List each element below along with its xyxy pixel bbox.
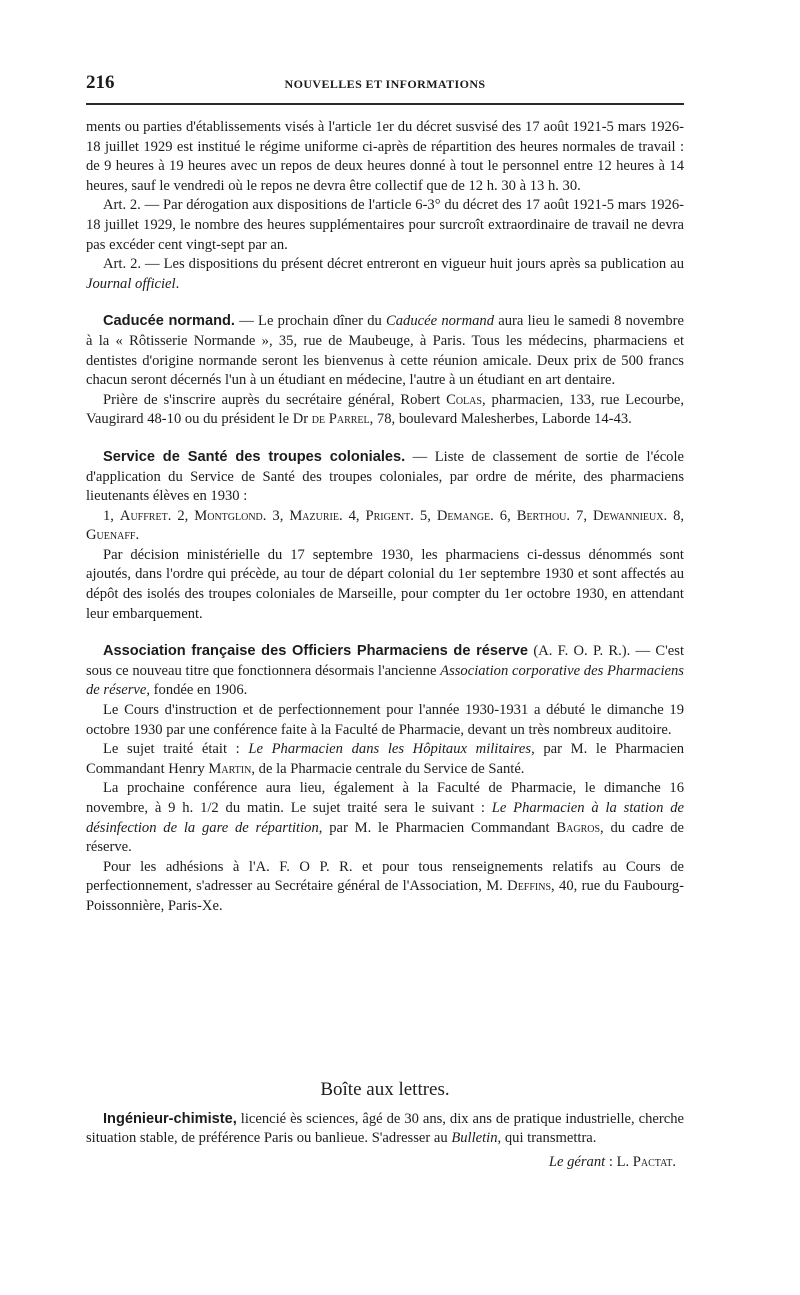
rank-1: 1,: [103, 507, 120, 524]
caducee-name: Caducée normand: [386, 313, 495, 330]
name-colas: Colas: [446, 391, 482, 408]
caducee-text-5: , 78, boulevard Malesherbes, Laborde 14-43.: [369, 411, 632, 428]
name-parrel: de Parrel: [311, 411, 370, 428]
decree-text: Art. 2. — Les dispositions du présent décret entreront en vigueur huit jours après sa publication au: [103, 256, 684, 273]
article-body: [86, 118, 684, 917]
lecture-title-1: Le Pharmacien dans les Hôpitaux militaires: [248, 741, 532, 758]
caducee-text: — Le prochain dîner du: [234, 313, 387, 330]
sante-ranking-list: [86, 507, 684, 546]
list-end: .: [135, 527, 140, 544]
name-deffins: Deffins: [507, 878, 552, 895]
bulletin-name: Bulletin: [451, 1130, 498, 1147]
name-auffret: Auffret: [119, 507, 168, 524]
name-berthou: Berthou: [516, 507, 567, 524]
association-text-5: , de la Pharmacie centrale du Service de Santé.: [251, 760, 525, 777]
name-prigent: Prigent: [365, 507, 411, 524]
mailbox-text: licencié ès sciences, âgé de 30 ans, dix ans de pratique industrielle, cherche situation stable, de préférence Paris ou banlieue. S'adresser au: [86, 1110, 684, 1147]
signature-mid: : L.: [605, 1153, 633, 1170]
running-title: NOUVELLES ET INFORMATIONS: [284, 77, 486, 91]
association-text-2: , fondée en 1906.: [146, 682, 248, 699]
mailbox-title: Boîte aux lettres.: [320, 1079, 450, 1100]
decree-paragraph-2: Art. 2. — Par dérogation aux dispositions de l'article 6-3° du décret des 17 août 1921-5 mars 1926-18 juillet 1929, le nombre des heures supplémentaires pour surcroît extraordinaire de travail ne devra pas excéder cent vingt-sept par an.: [86, 197, 684, 253]
mailbox-lead: Ingénieur-chimiste,: [103, 1110, 237, 1127]
name-mazurie: Mazurie: [289, 507, 339, 524]
name-guenaff: Guenaff: [86, 527, 136, 544]
mailbox-ad: [86, 1110, 684, 1149]
name-montglond: Montglond: [194, 507, 263, 524]
association-text-3: Le sujet traité était :: [103, 741, 249, 758]
association-paragraph-4: [86, 779, 684, 857]
association-text-7: , par M. le Pharmacien Commandant: [318, 819, 557, 836]
mailbox-section: [86, 1068, 684, 1172]
rank-2: . 2,: [167, 507, 195, 524]
sante-title: Service de Santé des troupes coloniales.: [103, 448, 406, 465]
rank-4: . 4,: [338, 507, 366, 524]
association-text: (A. F. O. P. R.). — C'est sous ce nouveau titre que fonctionnera désormais l'ancienne: [86, 643, 684, 679]
association-text-9: Pour les adhésions à l'A. F. O P. R. et pour tous renseignements relatifs au Cours de perfectionnement, s'adresser au Secrétaire général de l'Association, M.: [86, 858, 684, 895]
caducee-paragraph-2: [86, 391, 684, 430]
association-text-4: , par M. le Pharmacien Commandant Henry: [86, 741, 684, 777]
caducee-title: Caducée normand.: [103, 313, 235, 330]
association-text-10: , 40, rue du Faubourg-Poissonnière, Paris-Xe.: [86, 878, 684, 914]
decree-paragraph-1: ments ou parties d'établissements visés à l'article 1er du décret susvisé des 17 août 1921-5 mars 1926-18 juillet 1929 est institué le régime uniforme ci-après de répartition des heures normales de travail : de 9 heures à 19 heures avec un repos de deux heures donné à tout le personnel entre 12 heures à 14 heures, sauf le vendredi où le repos ne devra être collectif que de 12 h. 30 à 13 h. 30.: [86, 119, 684, 194]
caducee-text-3: Prière de s'inscrire auprès du secrétaire général, Robert: [103, 391, 447, 408]
signature-end: .: [672, 1153, 676, 1170]
rank-5: . 5,: [410, 507, 437, 524]
association-paragraph-2: Le Cours d'instruction et de perfectionnement pour l'année 1930-1931 a débuté le dimanche 19 octobre 1930 par une conférence faite à la Faculté de Pharmacie, devant un très nombreux auditoire.: [86, 702, 684, 738]
lecture-title-2: Le Pharmacien à la station de désinfection de la gare de répartition: [86, 800, 684, 836]
rank-7: . 7,: [566, 507, 593, 524]
journal-officiel: Journal officiel: [86, 275, 176, 292]
header-rule: [86, 103, 684, 105]
association-paragraph-3: [86, 740, 684, 779]
association-old-name: Association corporative des Pharmaciens de réserve: [86, 662, 684, 699]
signature: [86, 1153, 684, 1173]
signature-role: Le gérant: [548, 1153, 606, 1170]
association-title: Association française des Officiers Pharmaciens de réserve: [103, 643, 529, 660]
decree-paragraph-3: [86, 255, 684, 294]
name-dewannieux: Dewannieux: [592, 507, 664, 524]
name-demange: Demange: [436, 507, 491, 524]
sante-paragraph-1: [86, 448, 684, 507]
mailbox-text-2: , qui transmettra.: [497, 1130, 597, 1147]
name-martin: Martin: [208, 760, 252, 777]
caducee-paragraph-1: [86, 312, 684, 390]
sante-text: — Liste de classement de sortie de l'école d'application du Service de Santé des troupes coloniales, par ordre de mérite, des pharmaciens lieutenants élèves en 1930 :: [86, 448, 684, 505]
caducee-text-4: , pharmacien, 133, rue Lecourbe, Vaugirard 48-10 ou du président le Dr: [86, 391, 684, 428]
name-bagros: Bagros: [556, 819, 601, 836]
decree-text-end: .: [175, 275, 180, 292]
spacer: [86, 624, 684, 642]
rank-6: . 6,: [490, 507, 517, 524]
association-paragraph-1: [86, 642, 684, 701]
association-text-6: La prochaine conférence aura lieu, également à la Faculté de Pharmacie, le dimanche 16 novembre, à 9 h. 1/2 du matin. Le sujet traité sera le suivant :: [86, 780, 684, 816]
caducee-text-2: aura lieu le samedi 8 novembre à la « Rôtisserie Normande », 35, rue de Maubeuge, à Paris. Tous les médecins, pharmaciens et dentistes d'origine normande seront les bienvenus à cette réunion amicale. Deux prix de 500 francs chacun seront décernés l'un à un étudiant en médecine, l'autre à un étudiant en art dentaire.: [86, 313, 684, 389]
rank-3: . 3,: [262, 507, 290, 524]
page-header: [86, 72, 684, 98]
association-paragraph-5: [86, 858, 684, 917]
spacer: [86, 294, 684, 312]
page-number: 216: [86, 72, 115, 93]
signature-name: Pactat: [632, 1153, 673, 1170]
rank-8: . 8,: [663, 507, 685, 524]
spacer: [86, 430, 684, 448]
association-text-8: , du cadre de réserve.: [86, 819, 684, 856]
sante-paragraph-3: Par décision ministérielle du 17 septembre 1930, les pharmaciens ci-dessus dénommés sont ajoutés, dans l'ordre qui précède, au tour de départ colonial du 1er septembre 1930 et sont affectés au dépôt des isolés des troupes coloniales de Marseille, pour compter du 1er octobre 1930, en attendant leur embarquement.: [86, 546, 684, 622]
